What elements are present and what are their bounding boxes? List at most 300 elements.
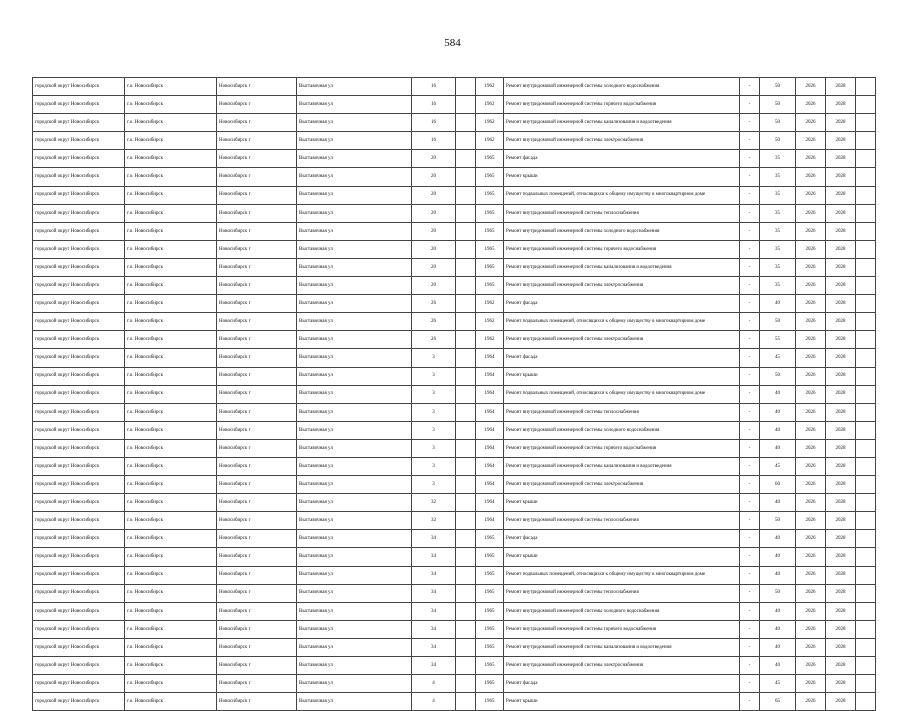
area-value-cell: 40: [760, 620, 796, 638]
table-row: [33, 602, 876, 620]
start-year-cell: 2026: [796, 204, 826, 222]
empty-cell: [856, 240, 876, 258]
work-type-cell: Ремонт внутридомовой инженерной системы горячего водоснабжения: [504, 240, 740, 258]
dash-cell-cell: -: [740, 566, 760, 584]
district-cell: г.о. Новосибирск: [125, 657, 217, 675]
district-cell: г.о. Новосибирск: [125, 150, 217, 168]
end-year-cell: 2028: [826, 277, 856, 295]
empty-cell: [856, 638, 876, 656]
area-value-cell: 40: [760, 385, 796, 403]
building-cell: [456, 403, 476, 421]
work-type-cell: Ремонт внутридомовой инженерной системы электроснабжения: [504, 657, 740, 675]
empty-cell: [856, 367, 876, 385]
year-built-cell: 1965: [476, 657, 504, 675]
area-value-cell: 40: [760, 421, 796, 439]
district-cell: г.о. Новосибирск: [125, 494, 217, 512]
house-number-cell: 3: [412, 385, 456, 403]
year-built-cell: 1965: [476, 240, 504, 258]
work-type-cell: Ремонт внутридомовой инженерной системы электроснабжения: [504, 132, 740, 150]
table-row: [33, 457, 876, 475]
empty-cell: [856, 168, 876, 186]
building-cell: [456, 258, 476, 276]
street-cell: Выставочная ул: [297, 494, 412, 512]
area-value-cell: 60: [760, 476, 796, 494]
street-cell: Выставочная ул: [297, 96, 412, 114]
building-cell: [456, 96, 476, 114]
building-cell: [456, 494, 476, 512]
dash-cell-cell: -: [740, 512, 760, 530]
end-year-cell: 2028: [826, 476, 856, 494]
end-year-cell: 2028: [826, 150, 856, 168]
area-value-cell: 50: [760, 367, 796, 385]
year-built-cell: 1964: [476, 367, 504, 385]
locality-cell: Новосибирск г: [217, 204, 297, 222]
building-cell: [456, 548, 476, 566]
building-cell: [456, 657, 476, 675]
year-built-cell: 1964: [476, 439, 504, 457]
locality-cell: Новосибирск г: [217, 114, 297, 132]
table-row: [33, 78, 876, 96]
end-year-cell: 2028: [826, 204, 856, 222]
locality-cell: Новосибирск г: [217, 240, 297, 258]
end-year-cell: 2028: [826, 132, 856, 150]
area-value-cell: 40: [760, 638, 796, 656]
municipality-cell: городской округ Новосибирск: [33, 566, 125, 584]
empty-cell: [856, 222, 876, 240]
municipality-cell: городской округ Новосибирск: [33, 150, 125, 168]
municipality-cell: городской округ Новосибирск: [33, 457, 125, 475]
municipality-cell: городской округ Новосибирск: [33, 132, 125, 150]
house-number-cell: 3: [412, 457, 456, 475]
locality-cell: Новосибирск г: [217, 584, 297, 602]
locality-cell: Новосибирск г: [217, 150, 297, 168]
district-cell: г.о. Новосибирск: [125, 204, 217, 222]
work-type-cell: Ремонт фасада: [504, 150, 740, 168]
year-built-cell: 1962: [476, 331, 504, 349]
municipality-cell: городской округ Новосибирск: [33, 693, 125, 711]
end-year-cell: 2028: [826, 548, 856, 566]
table-row: [33, 331, 876, 349]
start-year-cell: 2026: [796, 240, 826, 258]
municipality-cell: городской округ Новосибирск: [33, 385, 125, 403]
area-value-cell: 35: [760, 186, 796, 204]
building-cell: [456, 439, 476, 457]
house-number-cell: 34: [412, 620, 456, 638]
district-cell: г.о. Новосибирск: [125, 512, 217, 530]
table-row: [33, 313, 876, 331]
work-type-cell: Ремонт внутридомовой инженерной системы электроснабжения: [504, 277, 740, 295]
end-year-cell: 2028: [826, 78, 856, 96]
locality-cell: Новосибирск г: [217, 186, 297, 204]
start-year-cell: 2026: [796, 96, 826, 114]
street-cell: Выставочная ул: [297, 584, 412, 602]
municipality-cell: городской округ Новосибирск: [33, 168, 125, 186]
empty-cell: [856, 512, 876, 530]
municipality-cell: городской округ Новосибирск: [33, 240, 125, 258]
locality-cell: Новосибирск г: [217, 403, 297, 421]
work-type-cell: Ремонт крыши: [504, 693, 740, 711]
building-cell: [456, 584, 476, 602]
dash-cell-cell: -: [740, 421, 760, 439]
end-year-cell: 2028: [826, 295, 856, 313]
house-number-cell: 34: [412, 602, 456, 620]
building-cell: [456, 638, 476, 656]
year-built-cell: 1965: [476, 186, 504, 204]
building-cell: [456, 457, 476, 475]
house-number-cell: 20: [412, 277, 456, 295]
dash-cell-cell: -: [740, 222, 760, 240]
table-row: [33, 494, 876, 512]
municipality-cell: городской округ Новосибирск: [33, 638, 125, 656]
start-year-cell: 2026: [796, 277, 826, 295]
dash-cell-cell: -: [740, 602, 760, 620]
work-type-cell: Ремонт внутридомовой инженерной системы канализования и водоотведения: [504, 258, 740, 276]
dash-cell-cell: -: [740, 240, 760, 258]
area-value-cell: 50: [760, 512, 796, 530]
empty-cell: [856, 439, 876, 457]
start-year-cell: 2026: [796, 566, 826, 584]
work-type-cell: Ремонт фасада: [504, 530, 740, 548]
house-number-cell: 3: [412, 367, 456, 385]
end-year-cell: 2028: [826, 693, 856, 711]
year-built-cell: 1965: [476, 693, 504, 711]
area-value-cell: 40: [760, 530, 796, 548]
dash-cell-cell: -: [740, 132, 760, 150]
end-year-cell: 2028: [826, 602, 856, 620]
dash-cell-cell: -: [740, 96, 760, 114]
district-cell: г.о. Новосибирск: [125, 295, 217, 313]
building-cell: [456, 476, 476, 494]
locality-cell: Новосибирск г: [217, 638, 297, 656]
district-cell: г.о. Новосибирск: [125, 457, 217, 475]
locality-cell: Новосибирск г: [217, 439, 297, 457]
dash-cell-cell: -: [740, 331, 760, 349]
house-number-cell: 32: [412, 494, 456, 512]
table-row: [33, 150, 876, 168]
end-year-cell: 2028: [826, 222, 856, 240]
year-built-cell: 1965: [476, 150, 504, 168]
empty-cell: [856, 132, 876, 150]
locality-cell: Новосибирск г: [217, 277, 297, 295]
dash-cell-cell: -: [740, 168, 760, 186]
street-cell: Выставочная ул: [297, 566, 412, 584]
start-year-cell: 2026: [796, 367, 826, 385]
table-row: [33, 385, 876, 403]
locality-cell: Новосибирск г: [217, 313, 297, 331]
locality-cell: Новосибирск г: [217, 693, 297, 711]
start-year-cell: 2026: [796, 548, 826, 566]
table-row: [33, 675, 876, 693]
street-cell: Выставочная ул: [297, 222, 412, 240]
municipality-cell: городской округ Новосибирск: [33, 439, 125, 457]
dash-cell-cell: -: [740, 620, 760, 638]
table-row: [33, 258, 876, 276]
house-number-cell: 3: [412, 349, 456, 367]
dash-cell-cell: -: [740, 295, 760, 313]
district-cell: г.о. Новосибирск: [125, 584, 217, 602]
street-cell: Выставочная ул: [297, 132, 412, 150]
year-built-cell: 1964: [476, 512, 504, 530]
end-year-cell: 2028: [826, 258, 856, 276]
municipality-cell: городской округ Новосибирск: [33, 222, 125, 240]
house-number-cell: 26: [412, 313, 456, 331]
start-year-cell: 2026: [796, 530, 826, 548]
locality-cell: Новосибирск г: [217, 657, 297, 675]
street-cell: Выставочная ул: [297, 78, 412, 96]
dash-cell-cell: -: [740, 548, 760, 566]
street-cell: Выставочная ул: [297, 457, 412, 475]
work-type-cell: Ремонт внутридомовой инженерной системы теплоснабжения: [504, 512, 740, 530]
empty-cell: [856, 457, 876, 475]
end-year-cell: 2028: [826, 331, 856, 349]
house-number-cell: 34: [412, 657, 456, 675]
table-row: [33, 548, 876, 566]
empty-cell: [856, 657, 876, 675]
district-cell: г.о. Новосибирск: [125, 114, 217, 132]
house-number-cell: 20: [412, 168, 456, 186]
dash-cell-cell: -: [740, 584, 760, 602]
locality-cell: Новосибирск г: [217, 258, 297, 276]
dash-cell-cell: -: [740, 693, 760, 711]
empty-cell: [856, 295, 876, 313]
table-row: [33, 620, 876, 638]
work-type-cell: Ремонт внутридомовой инженерной системы теплоснабжения: [504, 584, 740, 602]
locality-cell: Новосибирск г: [217, 566, 297, 584]
table-row: [33, 96, 876, 114]
municipality-cell: городской округ Новосибирск: [33, 494, 125, 512]
building-cell: [456, 78, 476, 96]
work-type-cell: Ремонт внутридомовой инженерной системы теплоснабжения: [504, 403, 740, 421]
end-year-cell: 2028: [826, 313, 856, 331]
street-cell: Выставочная ул: [297, 693, 412, 711]
locality-cell: Новосибирск г: [217, 385, 297, 403]
end-year-cell: 2028: [826, 96, 856, 114]
district-cell: г.о. Новосибирск: [125, 78, 217, 96]
area-value-cell: 50: [760, 78, 796, 96]
area-value-cell: 50: [760, 132, 796, 150]
year-built-cell: 1964: [476, 476, 504, 494]
year-built-cell: 1965: [476, 548, 504, 566]
house-number-cell: 34: [412, 584, 456, 602]
table-row: [33, 403, 876, 421]
table-row: [33, 439, 876, 457]
end-year-cell: 2028: [826, 530, 856, 548]
table-row: [33, 168, 876, 186]
district-cell: г.о. Новосибирск: [125, 548, 217, 566]
house-number-cell: 32: [412, 512, 456, 530]
start-year-cell: 2026: [796, 150, 826, 168]
empty-cell: [856, 476, 876, 494]
district-cell: г.о. Новосибирск: [125, 367, 217, 385]
dash-cell-cell: -: [740, 385, 760, 403]
area-value-cell: 35: [760, 222, 796, 240]
year-built-cell: 1964: [476, 349, 504, 367]
year-built-cell: 1962: [476, 78, 504, 96]
district-cell: г.о. Новосибирск: [125, 96, 217, 114]
work-type-cell: Ремонт подвальных помещений, относящихся к общему имуществу в многоквартирном доме: [504, 566, 740, 584]
house-number-cell: 3: [412, 476, 456, 494]
year-built-cell: 1962: [476, 132, 504, 150]
dash-cell-cell: -: [740, 367, 760, 385]
municipality-cell: городской округ Новосибирск: [33, 96, 125, 114]
area-value-cell: 55: [760, 331, 796, 349]
house-number-cell: 16: [412, 96, 456, 114]
municipality-cell: городской округ Новосибирск: [33, 584, 125, 602]
end-year-cell: 2028: [826, 657, 856, 675]
end-year-cell: 2028: [826, 421, 856, 439]
district-cell: г.о. Новосибирск: [125, 403, 217, 421]
municipality-cell: городской округ Новосибирск: [33, 331, 125, 349]
locality-cell: Новосибирск г: [217, 620, 297, 638]
end-year-cell: 2028: [826, 240, 856, 258]
municipality-cell: городской округ Новосибирск: [33, 657, 125, 675]
municipality-cell: городской округ Новосибирск: [33, 421, 125, 439]
end-year-cell: 2028: [826, 584, 856, 602]
table-row: [33, 638, 876, 656]
municipality-cell: городской округ Новосибирск: [33, 313, 125, 331]
end-year-cell: 2028: [826, 403, 856, 421]
year-built-cell: 1965: [476, 168, 504, 186]
work-type-cell: Ремонт внутридомовой инженерной системы теплоснабжения: [504, 204, 740, 222]
district-cell: г.о. Новосибирск: [125, 240, 217, 258]
year-built-cell: 1965: [476, 258, 504, 276]
district-cell: г.о. Новосибирск: [125, 638, 217, 656]
district-cell: г.о. Новосибирск: [125, 277, 217, 295]
dash-cell-cell: -: [740, 457, 760, 475]
building-cell: [456, 168, 476, 186]
building-cell: [456, 675, 476, 693]
house-number-cell: 4: [412, 693, 456, 711]
building-cell: [456, 512, 476, 530]
start-year-cell: 2026: [796, 186, 826, 204]
end-year-cell: 2028: [826, 675, 856, 693]
district-cell: г.о. Новосибирск: [125, 313, 217, 331]
district-cell: г.о. Новосибирск: [125, 132, 217, 150]
municipality-cell: городской округ Новосибирск: [33, 204, 125, 222]
dash-cell-cell: -: [740, 403, 760, 421]
district-cell: г.о. Новосибирск: [125, 439, 217, 457]
municipality-cell: городской округ Новосибирск: [33, 476, 125, 494]
house-number-cell: 3: [412, 421, 456, 439]
street-cell: Выставочная ул: [297, 277, 412, 295]
area-value-cell: 40: [760, 295, 796, 313]
district-cell: г.о. Новосибирск: [125, 693, 217, 711]
dash-cell-cell: -: [740, 114, 760, 132]
municipality-cell: городской округ Новосибирск: [33, 186, 125, 204]
end-year-cell: 2028: [826, 385, 856, 403]
work-type-cell: Ремонт фасада: [504, 295, 740, 313]
municipality-cell: городской округ Новосибирск: [33, 78, 125, 96]
table-row: [33, 277, 876, 295]
building-cell: [456, 693, 476, 711]
table-row: [33, 349, 876, 367]
start-year-cell: 2026: [796, 657, 826, 675]
district-cell: г.о. Новосибирск: [125, 566, 217, 584]
house-number-cell: 34: [412, 530, 456, 548]
year-built-cell: 1965: [476, 566, 504, 584]
end-year-cell: 2028: [826, 566, 856, 584]
empty-cell: [856, 313, 876, 331]
area-value-cell: 50: [760, 313, 796, 331]
year-built-cell: 1965: [476, 222, 504, 240]
building-cell: [456, 602, 476, 620]
year-built-cell: 1964: [476, 494, 504, 512]
house-number-cell: 34: [412, 548, 456, 566]
house-number-cell: 34: [412, 638, 456, 656]
year-built-cell: 1964: [476, 403, 504, 421]
street-cell: Выставочная ул: [297, 530, 412, 548]
empty-cell: [856, 385, 876, 403]
area-value-cell: 35: [760, 204, 796, 222]
empty-cell: [856, 675, 876, 693]
end-year-cell: 2028: [826, 638, 856, 656]
year-built-cell: 1964: [476, 385, 504, 403]
building-cell: [456, 385, 476, 403]
start-year-cell: 2026: [796, 675, 826, 693]
street-cell: Выставочная ул: [297, 168, 412, 186]
start-year-cell: 2026: [796, 295, 826, 313]
empty-cell: [856, 331, 876, 349]
street-cell: Выставочная ул: [297, 295, 412, 313]
start-year-cell: 2026: [796, 638, 826, 656]
year-built-cell: 1965: [476, 675, 504, 693]
empty-cell: [856, 584, 876, 602]
page-number: 584: [444, 37, 461, 49]
year-built-cell: 1964: [476, 457, 504, 475]
start-year-cell: 2026: [796, 258, 826, 276]
locality-cell: Новосибирск г: [217, 222, 297, 240]
year-built-cell: 1965: [476, 204, 504, 222]
work-type-cell: Ремонт внутридомовой инженерной системы канализования и водоотведения: [504, 638, 740, 656]
table-row: [33, 295, 876, 313]
dash-cell-cell: -: [740, 313, 760, 331]
building-cell: [456, 530, 476, 548]
start-year-cell: 2026: [796, 476, 826, 494]
locality-cell: Новосибирск г: [217, 548, 297, 566]
building-cell: [456, 114, 476, 132]
district-cell: г.о. Новосибирск: [125, 186, 217, 204]
area-value-cell: 50: [760, 96, 796, 114]
empty-cell: [856, 349, 876, 367]
dash-cell-cell: -: [740, 78, 760, 96]
house-number-cell: 20: [412, 240, 456, 258]
street-cell: Выставочная ул: [297, 385, 412, 403]
district-cell: г.о. Новосибирск: [125, 421, 217, 439]
municipality-cell: городской округ Новосибирск: [33, 675, 125, 693]
locality-cell: Новосибирск г: [217, 457, 297, 475]
start-year-cell: 2026: [796, 313, 826, 331]
dash-cell-cell: -: [740, 476, 760, 494]
work-type-cell: Ремонт крыши: [504, 548, 740, 566]
municipality-cell: городской округ Новосибирск: [33, 258, 125, 276]
area-value-cell: 40: [760, 602, 796, 620]
house-number-cell: 3: [412, 439, 456, 457]
district-cell: г.о. Новосибирск: [125, 476, 217, 494]
work-type-cell: Ремонт внутридомовой инженерной системы холодного водоснабжения: [504, 222, 740, 240]
house-number-cell: 20: [412, 204, 456, 222]
street-cell: Выставочная ул: [297, 204, 412, 222]
district-cell: г.о. Новосибирск: [125, 530, 217, 548]
street-cell: Выставочная ул: [297, 331, 412, 349]
area-value-cell: 40: [760, 657, 796, 675]
district-cell: г.о. Новосибирск: [125, 602, 217, 620]
table-row: [33, 240, 876, 258]
locality-cell: Новосибирск г: [217, 367, 297, 385]
house-number-cell: 4: [412, 675, 456, 693]
street-cell: Выставочная ул: [297, 476, 412, 494]
end-year-cell: 2028: [826, 186, 856, 204]
locality-cell: Новосибирск г: [217, 96, 297, 114]
